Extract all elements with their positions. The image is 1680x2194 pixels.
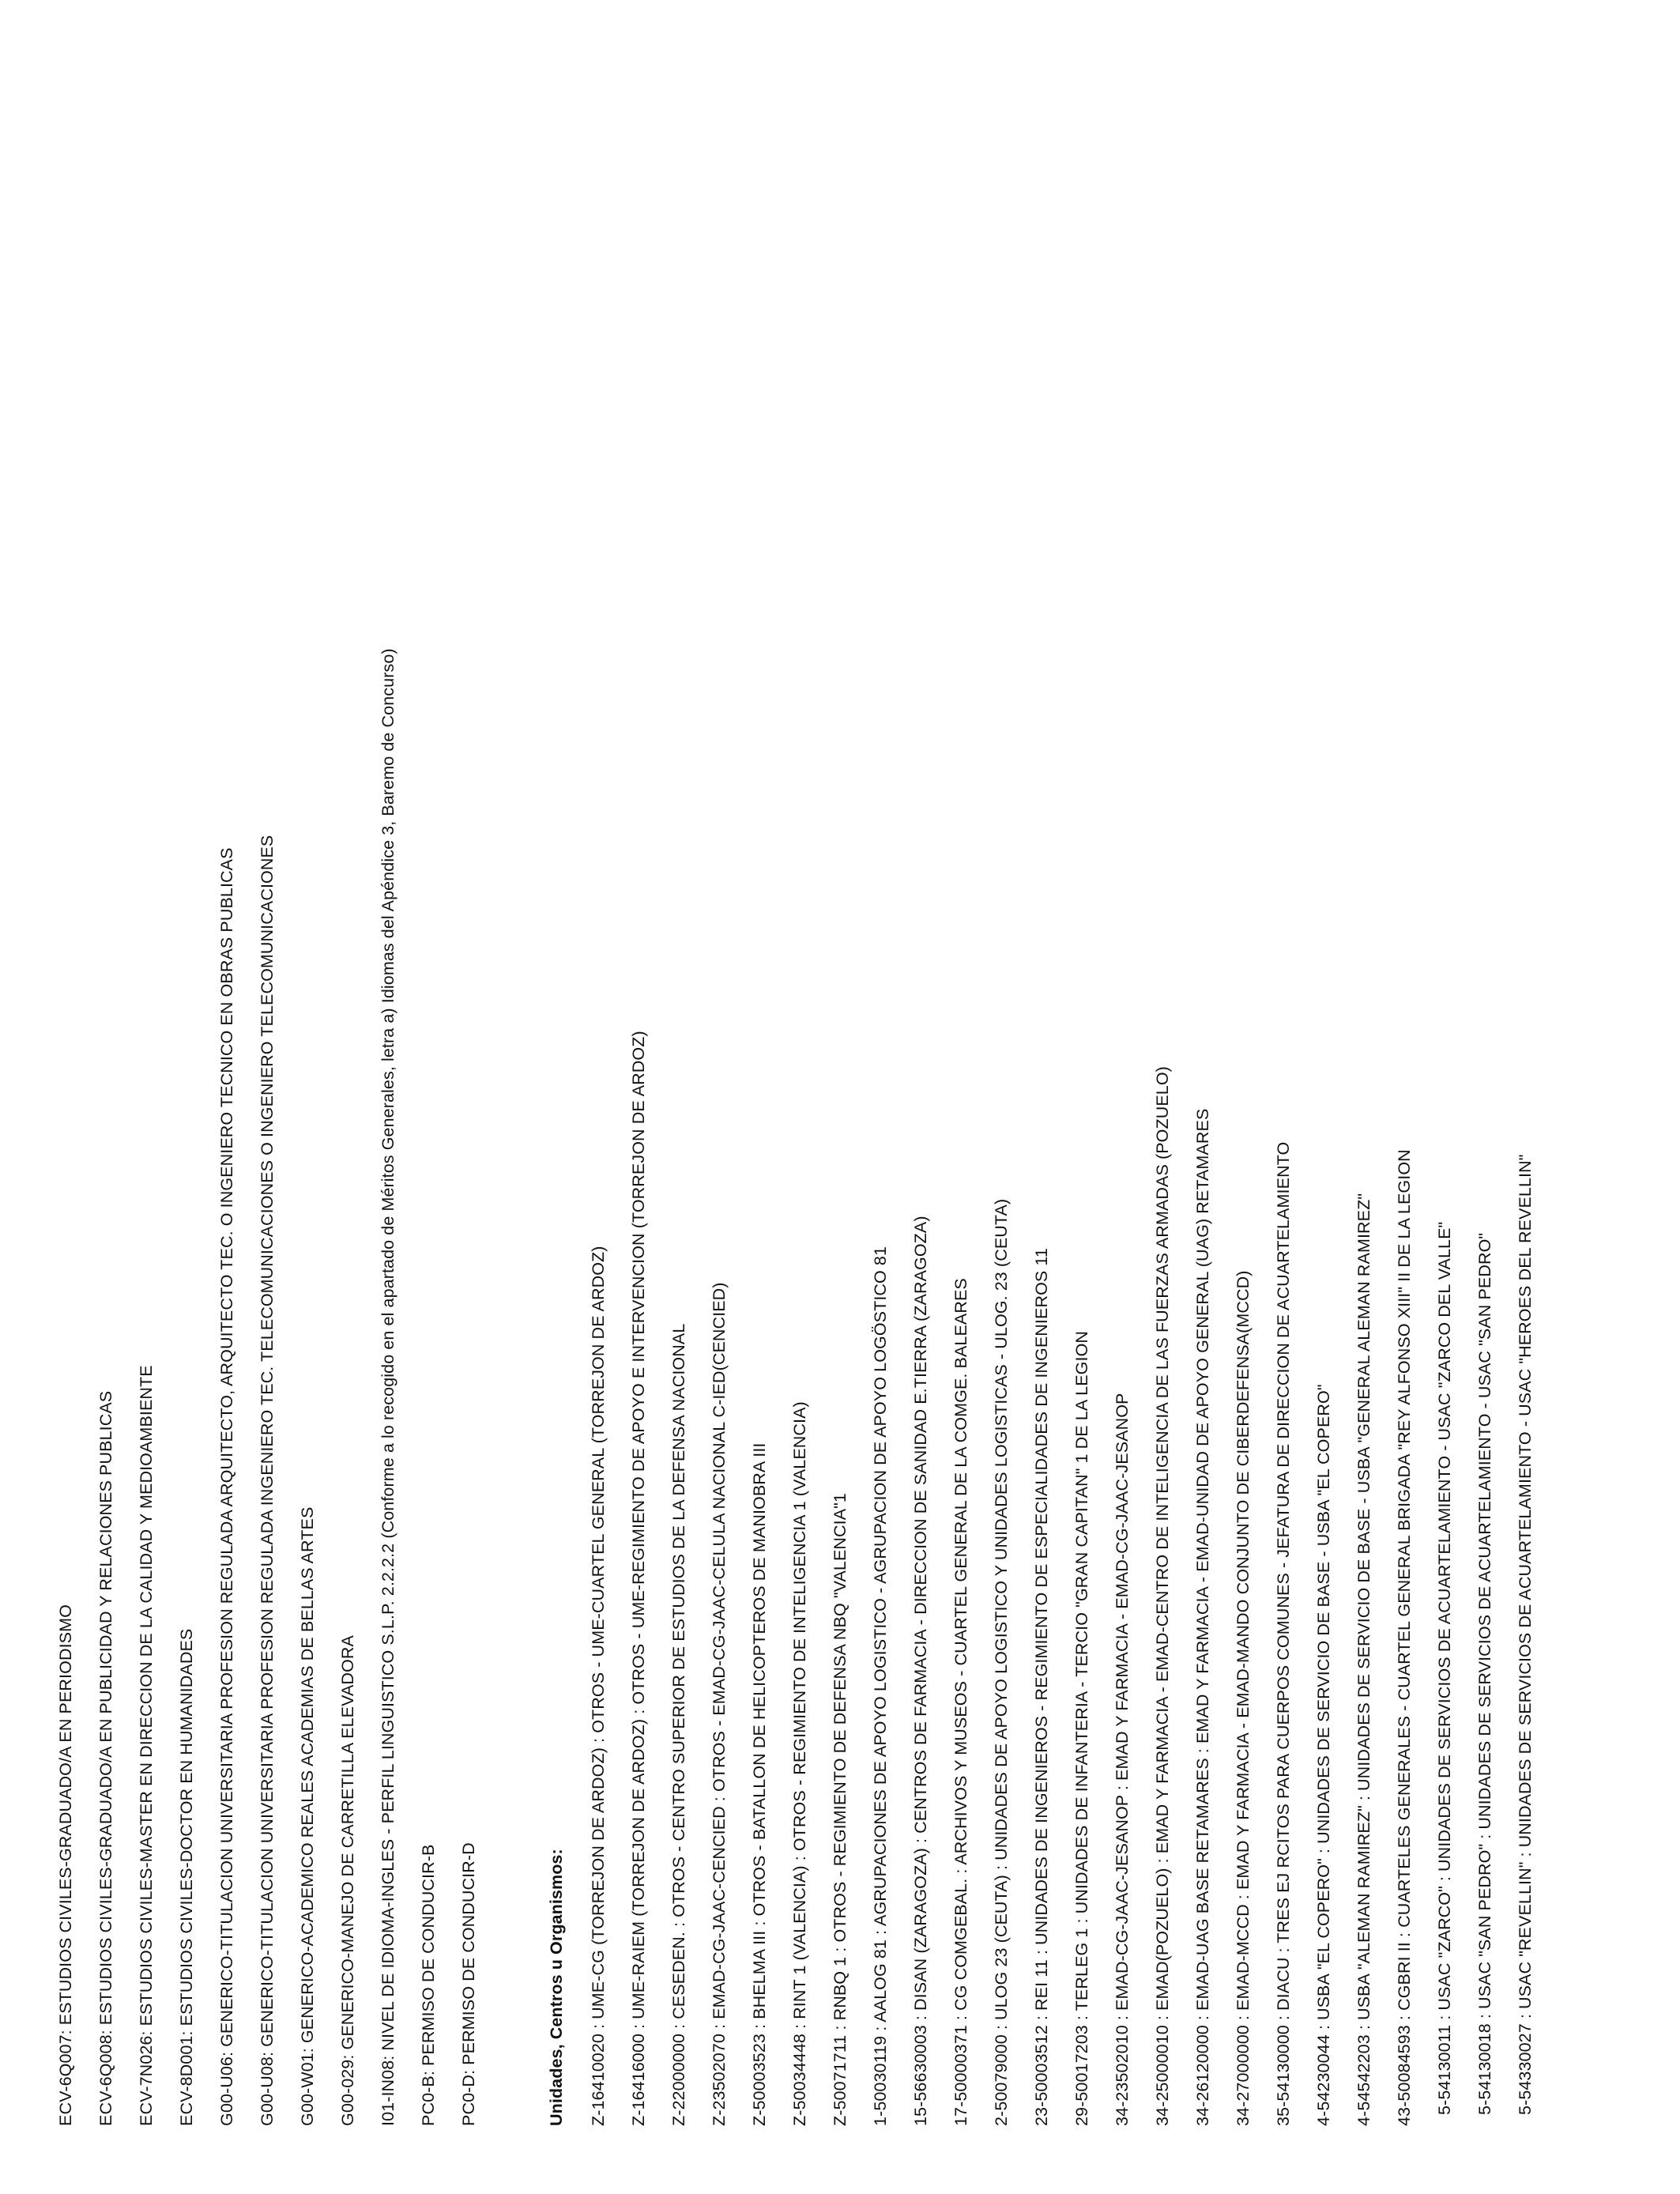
- unit-line: Z-16410020 : UME-CG (TORREJON DE ARDOZ) : OTROS - UME-CUARTEL GENERAL (TORREJON DE ARDOZ): [589, 1246, 608, 2126]
- qualification-line: G00-U08: GENERICO-TITULACION UNIVERSITARIA PROFESION REGULADA INGENIERO TEC. TELECOMUNICACIONES O INGENIERO TELECOMUNICACIONES: [258, 835, 277, 2126]
- qualification-line: G00-W01: GENERICO-ACADEMICO REALES ACADEMIAS DE BELLAS ARTES: [298, 1506, 317, 2126]
- unit-line: 5-54130011 : USAC "ZARCO" : UNIDADES DE SERVICIOS DE ACUARTELAMIENTO - USAC "ZARCO DEL VALLE": [1435, 1221, 1454, 2115]
- unit-line: 34-25000010 : EMAD(POZUELO) : EMAD Y FARMACIA - EMAD-CENTRO DE INTELIGENCIA DE LAS FUERZAS ARMADAS (POZUELO): [1153, 1066, 1172, 2126]
- unit-line: 34-26120000 : EMAD-UAG BASE RETAMARES : EMAD Y FARMACIA - EMAD-UNIDAD DE APOYO GENERAL (UAG) RETAMARES: [1193, 1108, 1212, 2126]
- qualification-line: G00-U06: GENERICO-TITULACION UNIVERSITARIA PROFESION REGULADA ARQUITECTO, ARQUITECTO TEC. O INGENIERO TECNICO EN OBRAS PUBLICAS: [217, 847, 236, 2126]
- unit-line: 4-54542203 : USBA "ALEMAN RAMIREZ" : UNIDADES DE SERVICIO DE BASE - USBA "GENERAL ALEMAN RAMIREZ": [1354, 1193, 1373, 2126]
- unit-line: 4-54230044 : USBA "EL COPERO" : UNIDADES DE SERVICIO DE BASE - USBA "EL COPERO": [1314, 1384, 1333, 2126]
- unit-line: 43-50084593 : CGBRI II : CUARTELES GENERALES - CUARTEL GENERAL BRIGADA "REY ALFONSO XIII" II DE LA LEGION: [1395, 1149, 1414, 2126]
- unit-line: 1-50030119 : AALOG 81 : AGRUPACIONES DE APOYO LOGISTICO - AGRUPACION DE APOYO LOGÖSTICO 81: [871, 1246, 890, 2126]
- unit-line: 34-27000000 : EMAD-MCCD : EMAD Y FARMACIA - EMAD-MANDO CONJUNTO DE CIBERDEFENSA(MCCD): [1234, 1270, 1252, 2126]
- unit-line: 2-50079000 : ULOG 23 (CEUTA) : UNIDADES DE APOYO LOGISTICO Y UNIDADES LOGISTICAS - ULOG. 23 (CEUTA): [992, 1198, 1011, 2126]
- qualification-line: ECV-6Q008: ESTUDIOS CIVILES-GRADUADO/A EN PUBLICIDAD Y RELACIONES PUBLICAS: [96, 1390, 115, 2126]
- rotated-document-page: [55, 134, 1620, 2126]
- unit-line: 34-23502010 : EMAD-CG-JAAC-JESANOP : EMAD Y FARMACIA - EMAD-CG-JAAC-JESANOP: [1113, 1393, 1132, 2126]
- unit-line: Z-22000000 : CESEDEN. : OTROS - CENTRO SUPERIOR DE ESTUDIOS DE LA DEFENSA NACIONAL: [669, 1323, 688, 2126]
- units-heading: Unidades, Centros u Organismos:: [547, 1849, 566, 2126]
- unit-line: Z-23502070 : EMAD-CG-JAAC-CENCIED : OTROS - EMAD-CG-JAAC-CELULA NACIONAL C-IED(CENCIED): [710, 1282, 729, 2126]
- unit-line: 35-54130000 : DIACU : TRES EJ RCITOS PARA CUERPOS COMUNES - JEFATURA DE DIRECCION DE ACUARTELAMIENTO: [1274, 1141, 1293, 2126]
- unit-line: 5-54330027 : USAC "REVELLIN" : UNIDADES DE SERVICIOS DE ACUARTELAMIENTO - USAC "HEROES DEL REVELLIN": [1516, 1154, 1535, 2115]
- unit-line: 23-50003512 : REI 11 : UNIDADES DE INGENIEROS - REGIMIENTO DE ESPECIALIDADES DE INGENIEROS 11: [1032, 1248, 1051, 2126]
- unit-line: Z-50034448 : RINT 1 (VALENCIA) : OTROS - REGIMIENTO DE INTELIGENCIA 1 (VALENCIA): [790, 1401, 809, 2126]
- unit-line: 15-56630003 : DISAN (ZARAGOZA) : CENTROS DE FARMACIA - DIRECCION DE SANIDAD E.TIERRA (ZARAGOZA): [911, 1216, 930, 2126]
- unit-line: Z-50003523 : BHELMA III : OTROS - BATALLON DE HELICOPTEROS DE MANIOBRA III: [750, 1442, 769, 2126]
- qualification-line: I01-IN08: NIVEL DE IDIOMA-INGLES - PERFIL LINGUISTICO S.L.P. 2.2.2.2 (Conforme a lo recogido en el apartado de Méritos Generales, letra a) Idiomas del Apéndice 3, Baremo de Concurso): [379, 648, 397, 2126]
- qualification-line: ECV-7N026: ESTUDIOS CIVILES-MASTER EN DIRECCION DE LA CALIDAD Y MEDIOAMBIENTE: [137, 1365, 156, 2126]
- qualification-line: ECV-8D001: ESTUDIOS CIVILES-DOCTOR EN HUMANIDADES: [177, 1628, 196, 2126]
- qualification-line: PC0-B: PERMISO DE CONDUCIR-B: [419, 1844, 438, 2126]
- unit-line: Z-50071711 : RNBQ 1 : OTROS - REGIMIENTO DE DEFENSA NBQ "VALENCIA"1: [831, 1493, 849, 2126]
- qualification-line: PC0-D: PERMISO DE CONDUCIR-D: [459, 1842, 478, 2126]
- unit-line: Z-16416000 : UME-RAIEM (TORREJON DE ARDOZ) : OTROS - UME-REGIMIENTO DE APOYO E INTERVENCION (TORREJON DE ARDOZ): [629, 1031, 648, 2126]
- qualification-line: ECV-6Q007: ESTUDIOS CIVILES-GRADUADO/A EN PERIODISMO: [56, 1604, 75, 2126]
- qualification-line: G00-029: GENERICO-MANEJO DE CARRETILLA ELEVADORA: [338, 1635, 357, 2126]
- unit-line: 29-50017203 : TERLEG 1 : UNIDADES DE INFANTERIA - TERCIO "GRAN CAPITAN" 1 DE LA LEGION: [1072, 1330, 1091, 2126]
- unit-line: 5-54130018 : USAC "SAN PEDRO" : UNIDADES DE SERVICIOS DE ACUARTELAMIENTO - USAC "SAN PEDRO": [1475, 1232, 1494, 2115]
- unit-line: 17-50000371 : CG COMGEBAL. : ARCHIVOS Y MUSEOS - CUARTEL GENERAL DE LA COMGE. BALEARES: [951, 1278, 970, 2126]
